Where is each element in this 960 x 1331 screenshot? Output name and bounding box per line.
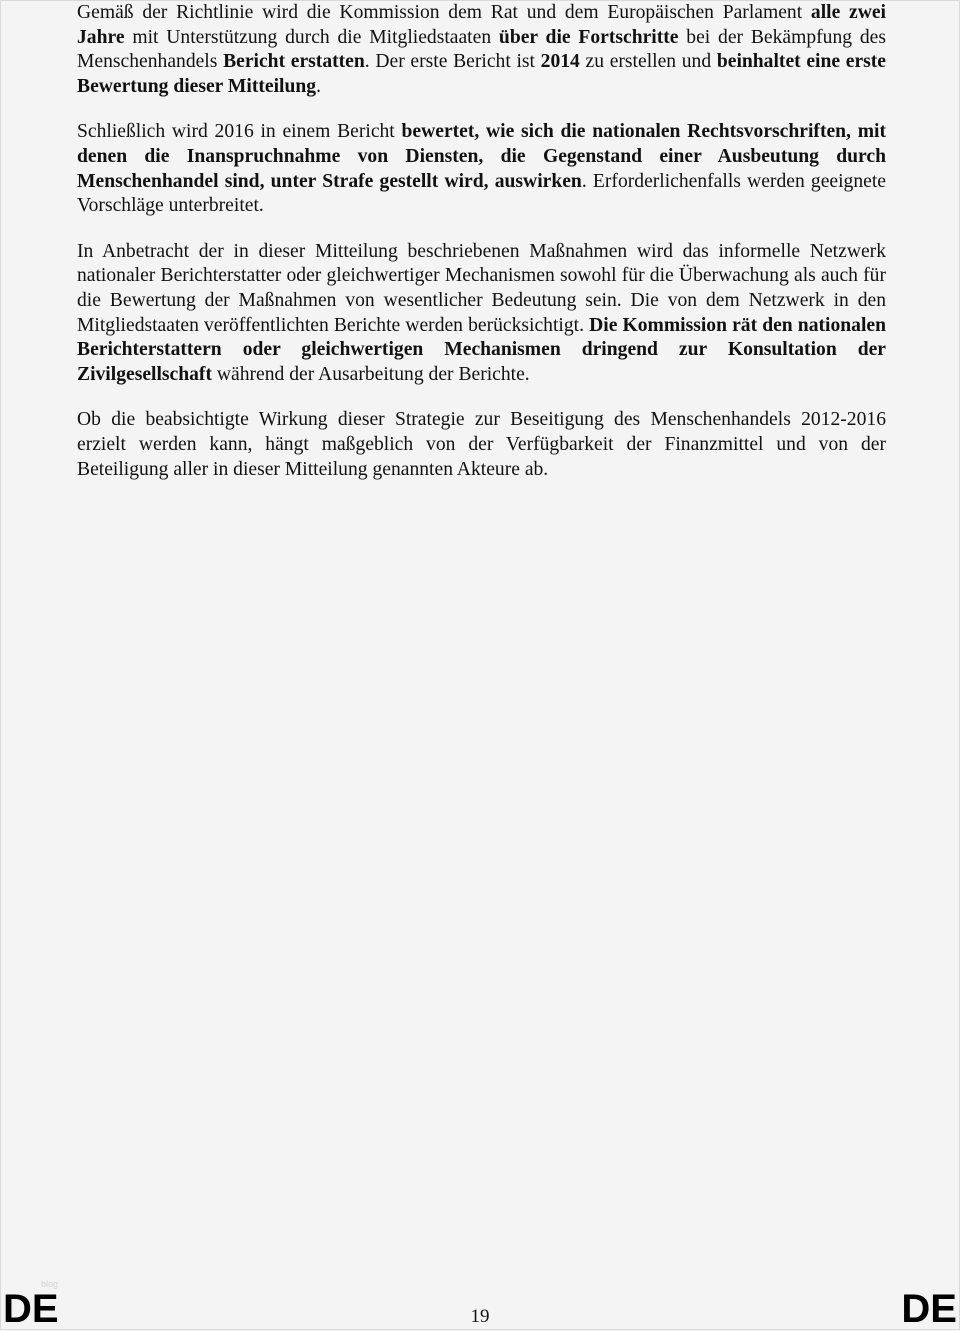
page-number: 19: [470, 1306, 490, 1327]
language-code-right: DE: [901, 1287, 957, 1331]
text-run: mit Unterstützung durch die Mitgliedstaaten: [124, 26, 499, 48]
text-run: . Erforderlichenfalls werden geeignete Vorschläge unterbreitet.: [77, 170, 886, 217]
bold-text-run: alle zwei Jahre: [77, 2, 886, 48]
bold-text-run: Die Kommission rät den nationalen Berichterstattern oder gleichwertigen Mechanismen dringend zur Konsultation der Zivilgesellschaft: [77, 314, 886, 385]
bold-text-run: 2014: [540, 51, 580, 73]
bold-text-run: bewertet, wie sich die nationalen Rechtsvorschriften, mit denen die Inanspruchnahme von Diensten, die Gegenstand einer Ausbeutung durch Menschenhandel sind, unter Strafe gestellt wird, auswirken: [77, 121, 886, 192]
text-run: . Der erste Bericht ist: [364, 51, 541, 73]
text-run: bei der Bekämpfung des Menschenhandels: [77, 26, 886, 73]
paragraph-reporting: [77, 1, 886, 99]
paragraph-effect: [77, 408, 886, 482]
language-code-left: DE: [3, 1287, 59, 1331]
bold-text-run: über die Fortschritte: [498, 26, 679, 48]
paragraph-network: [77, 240, 886, 388]
text-run: .: [316, 75, 321, 97]
text-run: Schließlich wird 2016 in einem Bericht: [77, 121, 402, 143]
bold-text-run: Bericht erstatten: [223, 51, 365, 73]
text-run: während der Ausarbeitung der Berichte.: [211, 363, 530, 385]
paragraph-evaluation-2016: [77, 120, 886, 218]
body-text: [77, 1, 886, 503]
bold-text-run: beinhaltet eine erste Bewertung dieser Mitteilung: [77, 51, 887, 97]
text-run: Gemäß der Richtlinie wird die Kommission dem Rat und dem Europäischen Parlament: [77, 2, 811, 23]
watermark: blog: [41, 1279, 59, 1289]
text-run: Ob die beabsichtigte Wirkung dieser Strategie zur Beseitigung des Menschenhandels 2012-2016 erzielt werden kann, hängt maßgeblich von der Verfügbarkeit der Finanzmittel und von der Beteiligung aller in dieser Mitteilung genannten Akteure ab.: [77, 409, 886, 480]
text-run: In Anbetracht der in dieser Mitteilung beschriebenen Maßnahmen wird das informelle Netzwerk nationaler Berichterstatter oder gleichwertiger Mechanismen sowohl für die Überwachung als auch für die Bewertung der Maßnahmen von wesentlicher Bedeutung sein. Die von dem Netzwerk in den Mitgliedstaaten veröffentlichten Berichte werden berücksichtigt.: [77, 240, 886, 336]
text-run: zu erstellen und: [579, 51, 717, 73]
